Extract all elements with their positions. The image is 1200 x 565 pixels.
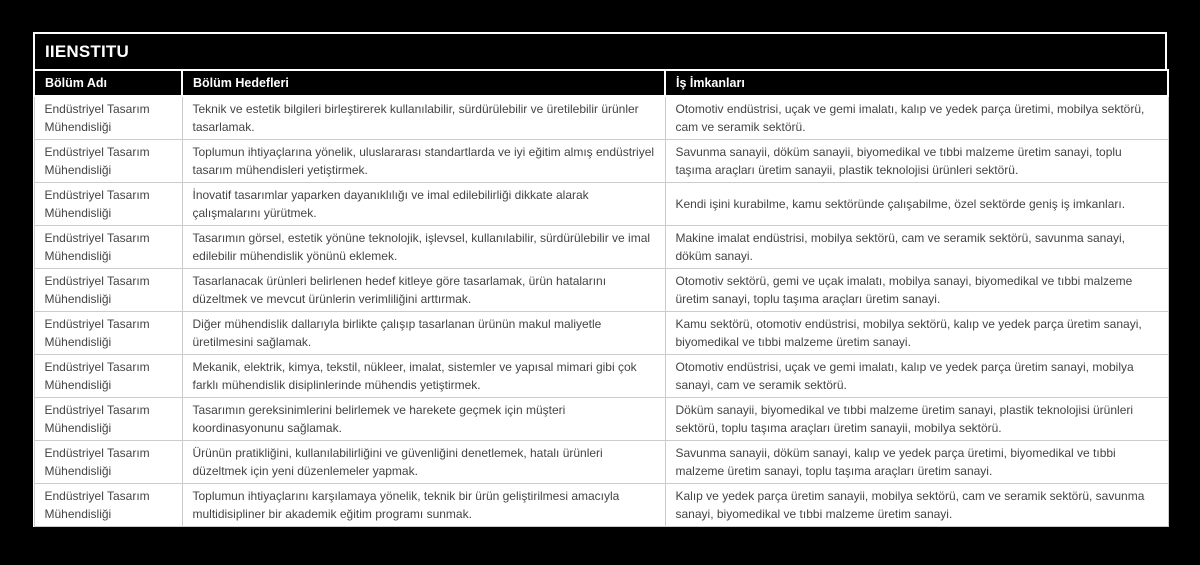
cell-is-imkanlari: Otomotiv endüstrisi, uçak ve gemi imalatı, kalıp ve yedek parça üretim sanayi, mobilya sanayi, cam ve seramik sektörü.	[665, 355, 1168, 398]
cell-is-imkanlari: Savunma sanayii, döküm sanayii, biyomedikal ve tıbbi malzeme üretim sanayi, toplu taşıma araçları üretim sanayii, plastik teknolojisi ürünleri sektörü.	[665, 140, 1168, 183]
table-row	[34, 484, 1168, 527]
column-header-bolum-hedefleri: Bölüm Hedefleri	[182, 70, 665, 96]
cell-bolum-hedefleri: Tasarlanacak ürünleri belirlenen hedef kitleye göre tasarlamak, ürün hatalarını düzeltmek ve mevcut ürünlerin verimliliğini arttırmak.	[182, 269, 665, 312]
department-info-panel	[33, 32, 1167, 527]
table-row	[34, 183, 1168, 226]
cell-bolum-hedefleri: Mekanik, elektrik, kimya, tekstil, nükleer, imalat, sistemler ve yapısal mimari gibi çok farklı mühendislik disiplinlerinde mühendis yetiştirmek.	[182, 355, 665, 398]
cell-is-imkanlari: Otomotiv sektörü, gemi ve uçak imalatı, mobilya sanayi, biyomedikal ve tıbbi malzeme üretim sanayi, toplu taşıma araçları üretim sanayi.	[665, 269, 1168, 312]
cell-bolum-hedefleri: Toplumun ihtiyaçlarını karşılamaya yönelik, teknik bir ürün geliştirilmesi amacıyla multidisipliner bir akademik eğitim programı sunmak.	[182, 484, 665, 527]
cell-bolum-adi: Endüstriyel Tasarım Mühendisliği	[34, 441, 182, 484]
cell-bolum-adi: Endüstriyel Tasarım Mühendisliği	[34, 96, 182, 140]
table-row	[34, 441, 1168, 484]
cell-bolum-adi: Endüstriyel Tasarım Mühendisliği	[34, 140, 182, 183]
table-row	[34, 355, 1168, 398]
cell-bolum-hedefleri: Toplumun ihtiyaçlarına yönelik, uluslararası standartlarda ve iyi eğitim almış endüstriyel tasarım mühendisleri yetiştirmek.	[182, 140, 665, 183]
column-header-is-imkanlari: İş İmkanları	[665, 70, 1168, 96]
brand-title-bar	[33, 32, 1167, 69]
table-row	[34, 226, 1168, 269]
cell-is-imkanlari: Otomotiv endüstrisi, uçak ve gemi imalatı, kalıp ve yedek parça üretimi, mobilya sektörü, cam ve seramik sektörü.	[665, 96, 1168, 140]
cell-is-imkanlari: Kamu sektörü, otomotiv endüstrisi, mobilya sektörü, kalıp ve yedek parça üretim sanayi, biyomedikal ve tıbbi malzeme üretim sanayi.	[665, 312, 1168, 355]
cell-bolum-adi: Endüstriyel Tasarım Mühendisliği	[34, 484, 182, 527]
cell-bolum-hedefleri: Tasarımın gereksinimlerini belirlemek ve harekete geçmek için müşteri koordinasyonunu sağlamak.	[182, 398, 665, 441]
cell-bolum-hedefleri: Ürünün pratikliğini, kullanılabilirliğini ve güvenliğini denetlemek, hatalı ürünleri düzeltmek için yeni düzenlemeler yapmak.	[182, 441, 665, 484]
table-row	[34, 312, 1168, 355]
brand-title: IIENSTITU	[45, 42, 129, 61]
cell-bolum-adi: Endüstriyel Tasarım Mühendisliği	[34, 183, 182, 226]
column-header-bolum-adi: Bölüm Adı	[34, 70, 182, 96]
cell-bolum-hedefleri: Teknik ve estetik bilgileri birleştirerek kullanılabilir, sürdürülebilir ve üretilebilir ürünler tasarlamak.	[182, 96, 665, 140]
cell-is-imkanlari: Savunma sanayii, döküm sanayi, kalıp ve yedek parça üretimi, biyomedikal ve tıbbi malzeme üretim sanayi, toplu taşıma araçları üretim sanayi.	[665, 441, 1168, 484]
cell-bolum-adi: Endüstriyel Tasarım Mühendisliği	[34, 269, 182, 312]
table-row	[34, 398, 1168, 441]
cell-bolum-adi: Endüstriyel Tasarım Mühendisliği	[34, 312, 182, 355]
cell-is-imkanlari: Kalıp ve yedek parça üretim sanayii, mobilya sektörü, cam ve seramik sektörü, savunma sanayi, biyomedikal ve tıbbi malzeme üretim sanayi.	[665, 484, 1168, 527]
cell-is-imkanlari: Makine imalat endüstrisi, mobilya sektörü, cam ve seramik sektörü, savunma sanayi, döküm sanayi.	[665, 226, 1168, 269]
cell-bolum-adi: Endüstriyel Tasarım Mühendisliği	[34, 398, 182, 441]
table-row	[34, 96, 1168, 140]
cell-bolum-adi: Endüstriyel Tasarım Mühendisliği	[34, 226, 182, 269]
cell-is-imkanlari: Kendi işini kurabilme, kamu sektöründe çalışabilme, özel sektörde geniş iş imkanları.	[665, 183, 1168, 226]
cell-bolum-adi: Endüstriyel Tasarım Mühendisliği	[34, 355, 182, 398]
cell-is-imkanlari: Döküm sanayii, biyomedikal ve tıbbi malzeme üretim sanayi, plastik teknolojisi ürünleri sektörü, toplu taşıma araçları üretim sanayii, mobilya sektörü.	[665, 398, 1168, 441]
table-header-row	[34, 70, 1168, 96]
cell-bolum-hedefleri: Tasarımın görsel, estetik yönüne teknolojik, işlevsel, kullanılabilir, sürdürülebilir ve imal edilebilir mühendislik yönünü eklemek.	[182, 226, 665, 269]
table-row	[34, 140, 1168, 183]
departments-table	[33, 69, 1169, 527]
cell-bolum-hedefleri: İnovatif tasarımlar yaparken dayanıklılığı ve imal edilebilirliği dikkate alarak çalışmalarını yürütmek.	[182, 183, 665, 226]
cell-bolum-hedefleri: Diğer mühendislik dallarıyla birlikte çalışıp tasarlanan ürünün makul maliyetle üretilmesini sağlamak.	[182, 312, 665, 355]
table-row	[34, 269, 1168, 312]
